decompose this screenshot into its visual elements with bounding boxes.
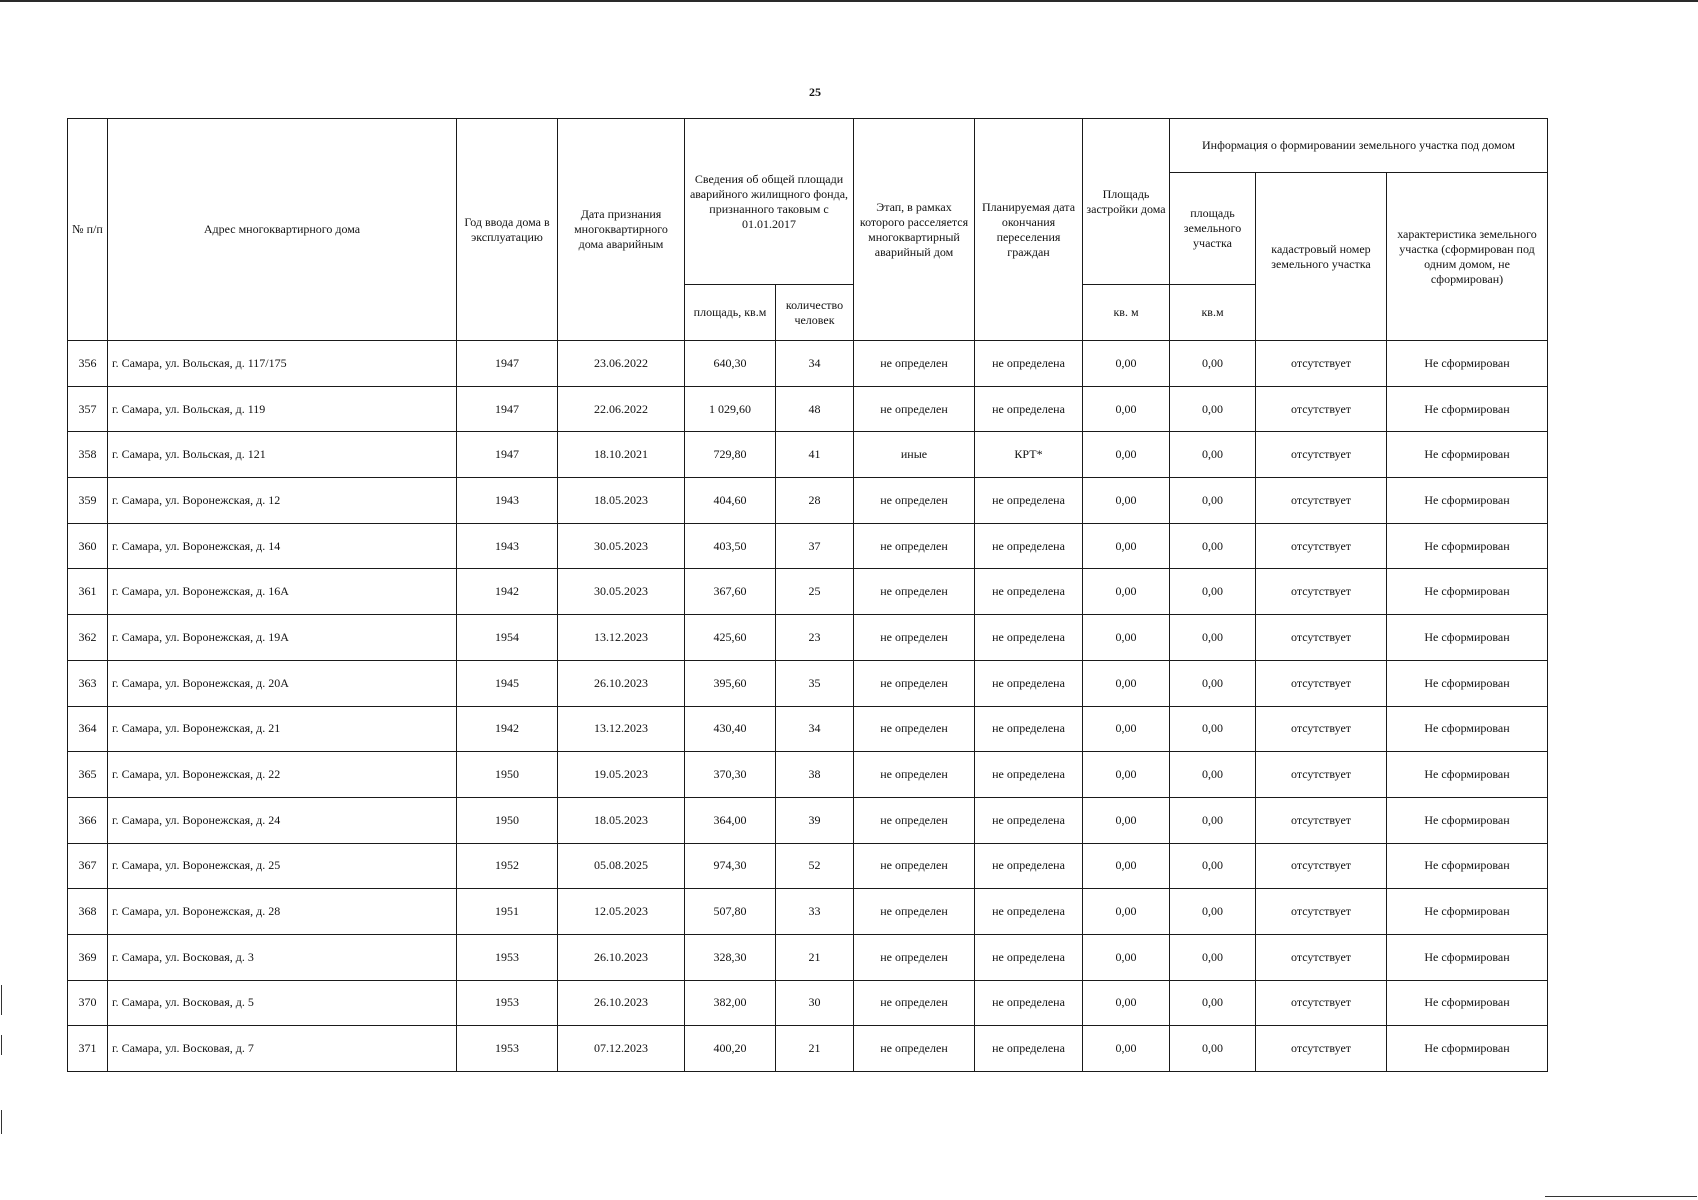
- row-building-area: 0,00: [1083, 980, 1170, 1026]
- row-planned-date: не определена: [975, 341, 1083, 387]
- row-stage: не определен: [854, 1026, 975, 1072]
- row-number: 364: [68, 706, 108, 752]
- row-building-area: 0,00: [1083, 797, 1170, 843]
- row-land-area: 0,00: [1170, 615, 1256, 661]
- table-row: [68, 980, 1548, 1026]
- row-land-area: 0,00: [1170, 889, 1256, 935]
- row-cadastral: отсутствует: [1256, 615, 1387, 661]
- row-emergency-date: 19.05.2023: [558, 752, 685, 798]
- row-address: г. Самара, ул. Вольская, д. 121: [108, 432, 457, 478]
- row-stage: не определен: [854, 980, 975, 1026]
- row-area: 367,60: [685, 569, 776, 615]
- row-cadastral: отсутствует: [1256, 843, 1387, 889]
- header-area-info-group: Сведения об общей площади аварийного жилищного фонда, признанного таковым с 01.01.2017: [685, 119, 854, 285]
- row-cadastral: отсутствует: [1256, 569, 1387, 615]
- header-address: Адрес многоквартирного дома: [108, 119, 457, 341]
- row-area: 425,60: [685, 615, 776, 661]
- row-land-area: 0,00: [1170, 341, 1256, 387]
- row-address: г. Самара, ул. Воронежская, д. 16А: [108, 569, 457, 615]
- row-number: 360: [68, 523, 108, 569]
- row-stage: не определен: [854, 478, 975, 524]
- row-stage: не определен: [854, 660, 975, 706]
- row-characteristic: Не сформирован: [1387, 386, 1548, 432]
- row-planned-date: не определена: [975, 706, 1083, 752]
- row-area: 403,50: [685, 523, 776, 569]
- row-year: 1953: [457, 1026, 558, 1072]
- row-area: 974,30: [685, 843, 776, 889]
- row-land-area: 0,00: [1170, 478, 1256, 524]
- row-number: 361: [68, 569, 108, 615]
- row-address: г. Самара, ул. Воронежская, д. 28: [108, 889, 457, 935]
- row-area: 404,60: [685, 478, 776, 524]
- row-number: 356: [68, 341, 108, 387]
- header-area-sqm: площадь, кв.м: [685, 285, 776, 341]
- row-planned-date: не определена: [975, 934, 1083, 980]
- row-area: 430,40: [685, 706, 776, 752]
- page-number: 25: [809, 85, 821, 99]
- row-planned-date: не определена: [975, 569, 1083, 615]
- row-year: 1954: [457, 615, 558, 661]
- emergency-housing-table: [67, 118, 1548, 1072]
- row-land-area: 0,00: [1170, 386, 1256, 432]
- table-row: [68, 889, 1548, 935]
- row-people-count: 38: [776, 752, 854, 798]
- row-people-count: 34: [776, 706, 854, 752]
- row-cadastral: отсутствует: [1256, 1026, 1387, 1072]
- row-building-area: 0,00: [1083, 706, 1170, 752]
- row-people-count: 41: [776, 432, 854, 478]
- table-row: [68, 843, 1548, 889]
- row-emergency-date: 12.05.2023: [558, 889, 685, 935]
- row-land-area: 0,00: [1170, 843, 1256, 889]
- row-planned-date: не определена: [975, 478, 1083, 524]
- table-row: [68, 432, 1548, 478]
- row-building-area: 0,00: [1083, 752, 1170, 798]
- row-emergency-date: 13.12.2023: [558, 615, 685, 661]
- row-cadastral: отсутствует: [1256, 386, 1387, 432]
- row-land-area: 0,00: [1170, 432, 1256, 478]
- row-characteristic: Не сформирован: [1387, 843, 1548, 889]
- row-characteristic: Не сформирован: [1387, 432, 1548, 478]
- row-people-count: 34: [776, 341, 854, 387]
- row-area: 364,00: [685, 797, 776, 843]
- row-number: 358: [68, 432, 108, 478]
- row-year: 1952: [457, 843, 558, 889]
- row-planned-date: не определена: [975, 980, 1083, 1026]
- row-year: 1943: [457, 478, 558, 524]
- row-emergency-date: 30.05.2023: [558, 569, 685, 615]
- scan-margin-mark: [1545, 1196, 1697, 1197]
- row-cadastral: отсутствует: [1256, 706, 1387, 752]
- row-cadastral: отсутствует: [1256, 523, 1387, 569]
- row-address: г. Самара, ул. Воронежская, д. 20А: [108, 660, 457, 706]
- row-land-area: 0,00: [1170, 752, 1256, 798]
- row-emergency-date: 05.08.2025: [558, 843, 685, 889]
- row-cadastral: отсутствует: [1256, 889, 1387, 935]
- table-row: [68, 615, 1548, 661]
- row-number: 362: [68, 615, 108, 661]
- row-building-area: 0,00: [1083, 523, 1170, 569]
- row-emergency-date: 26.10.2023: [558, 934, 685, 980]
- row-land-area: 0,00: [1170, 980, 1256, 1026]
- row-year: 1945: [457, 660, 558, 706]
- row-address: г. Самара, ул. Вольская, д. 117/175: [108, 341, 457, 387]
- row-stage: не определен: [854, 615, 975, 661]
- row-year: 1947: [457, 432, 558, 478]
- row-number: 371: [68, 1026, 108, 1072]
- row-address: г. Самара, ул. Воронежская, д. 25: [108, 843, 457, 889]
- row-characteristic: Не сформирован: [1387, 934, 1548, 980]
- row-building-area: 0,00: [1083, 432, 1170, 478]
- header-date-emergency: Дата признания многоквартирного дома аварийным: [558, 119, 685, 341]
- row-stage: не определен: [854, 797, 975, 843]
- row-emergency-date: 13.12.2023: [558, 706, 685, 752]
- row-people-count: 23: [776, 615, 854, 661]
- row-address: г. Самара, ул. Воронежская, д. 12: [108, 478, 457, 524]
- row-planned-date: не определена: [975, 889, 1083, 935]
- row-stage: не определен: [854, 843, 975, 889]
- row-land-area: 0,00: [1170, 797, 1256, 843]
- row-address: г. Самара, ул. Воронежская, д. 14: [108, 523, 457, 569]
- row-address: г. Самара, ул. Воронежская, д. 24: [108, 797, 457, 843]
- table-row: [68, 934, 1548, 980]
- row-year: 1947: [457, 341, 558, 387]
- row-characteristic: Не сформирован: [1387, 980, 1548, 1026]
- row-emergency-date: 23.06.2022: [558, 341, 685, 387]
- header-land-area-unit: кв.м: [1170, 285, 1256, 341]
- table-row: [68, 341, 1548, 387]
- row-characteristic: Не сформирован: [1387, 569, 1548, 615]
- row-address: г. Самара, ул. Воронежская, д. 19А: [108, 615, 457, 661]
- scan-margin-mark: [1, 1110, 2, 1134]
- row-number: 367: [68, 843, 108, 889]
- table-row: [68, 386, 1548, 432]
- row-people-count: 37: [776, 523, 854, 569]
- row-land-area: 0,00: [1170, 934, 1256, 980]
- row-characteristic: Не сформирован: [1387, 478, 1548, 524]
- row-emergency-date: 18.05.2023: [558, 797, 685, 843]
- row-cadastral: отсутствует: [1256, 797, 1387, 843]
- row-year: 1953: [457, 980, 558, 1026]
- row-people-count: 33: [776, 889, 854, 935]
- row-address: г. Самара, ул. Восковая, д. 7: [108, 1026, 457, 1072]
- row-characteristic: Не сформирован: [1387, 752, 1548, 798]
- row-building-area: 0,00: [1083, 934, 1170, 980]
- row-number: 366: [68, 797, 108, 843]
- row-address: г. Самара, ул. Восковая, д. 3: [108, 934, 457, 980]
- header-cadastral: кадастровый номер земельного участка: [1256, 173, 1387, 341]
- row-people-count: 35: [776, 660, 854, 706]
- table-row: [68, 523, 1548, 569]
- row-stage: не определен: [854, 569, 975, 615]
- row-stage: не определен: [854, 752, 975, 798]
- row-stage: не определен: [854, 706, 975, 752]
- row-planned-date: не определена: [975, 660, 1083, 706]
- table-row: [68, 797, 1548, 843]
- row-land-area: 0,00: [1170, 1026, 1256, 1072]
- row-area: 640,30: [685, 341, 776, 387]
- table-row: [68, 1026, 1548, 1072]
- row-number: 370: [68, 980, 108, 1026]
- row-characteristic: Не сформирован: [1387, 615, 1548, 661]
- header-num: № п/п: [68, 119, 108, 341]
- row-building-area: 0,00: [1083, 615, 1170, 661]
- row-year: 1943: [457, 523, 558, 569]
- header-land-area: площадь земельного участка: [1170, 173, 1256, 285]
- row-emergency-date: 18.10.2021: [558, 432, 685, 478]
- row-cadastral: отсутствует: [1256, 478, 1387, 524]
- row-planned-date: не определена: [975, 797, 1083, 843]
- row-building-area: 0,00: [1083, 386, 1170, 432]
- row-area: 370,30: [685, 752, 776, 798]
- row-people-count: 21: [776, 1026, 854, 1072]
- row-building-area: 0,00: [1083, 1026, 1170, 1072]
- row-number: 369: [68, 934, 108, 980]
- row-area: 507,80: [685, 889, 776, 935]
- table-body: [68, 341, 1548, 1072]
- header-building-area-unit: кв. м: [1083, 285, 1170, 341]
- row-area: 395,60: [685, 660, 776, 706]
- table-row: [68, 660, 1548, 706]
- row-land-area: 0,00: [1170, 660, 1256, 706]
- row-year: 1953: [457, 934, 558, 980]
- table-row: [68, 569, 1548, 615]
- row-address: г. Самара, ул. Воронежская, д. 22: [108, 752, 457, 798]
- row-cadastral: отсутствует: [1256, 980, 1387, 1026]
- row-people-count: 21: [776, 934, 854, 980]
- row-area: 729,80: [685, 432, 776, 478]
- row-cadastral: отсутствует: [1256, 341, 1387, 387]
- row-emergency-date: 22.06.2022: [558, 386, 685, 432]
- header-building-area: Площадь застройки дома: [1083, 119, 1170, 285]
- row-stage: не определен: [854, 386, 975, 432]
- row-people-count: 48: [776, 386, 854, 432]
- row-emergency-date: 30.05.2023: [558, 523, 685, 569]
- header-characteristic: характеристика земельного участка (сформирован под одним домом, не сформирован): [1387, 173, 1548, 341]
- row-stage: не определен: [854, 341, 975, 387]
- header-people-count: количество человек: [776, 285, 854, 341]
- table-row: [68, 478, 1548, 524]
- row-area: 328,30: [685, 934, 776, 980]
- scan-margin-mark: [1, 985, 2, 1015]
- row-address: г. Самара, ул. Вольская, д. 119: [108, 386, 457, 432]
- row-characteristic: Не сформирован: [1387, 1026, 1548, 1072]
- row-year: 1942: [457, 706, 558, 752]
- row-people-count: 52: [776, 843, 854, 889]
- row-cadastral: отсутствует: [1256, 432, 1387, 478]
- row-people-count: 30: [776, 980, 854, 1026]
- row-building-area: 0,00: [1083, 478, 1170, 524]
- row-stage: не определен: [854, 889, 975, 935]
- scan-margin-mark: [1, 1035, 2, 1055]
- row-characteristic: Не сформирован: [1387, 341, 1548, 387]
- row-building-area: 0,00: [1083, 569, 1170, 615]
- header-land-group: Информация о формировании земельного участка под домом: [1170, 119, 1548, 173]
- row-emergency-date: 07.12.2023: [558, 1026, 685, 1072]
- row-emergency-date: 26.10.2023: [558, 660, 685, 706]
- row-planned-date: КРТ*: [975, 432, 1083, 478]
- row-number: 365: [68, 752, 108, 798]
- row-year: 1950: [457, 797, 558, 843]
- row-characteristic: Не сформирован: [1387, 660, 1548, 706]
- row-building-area: 0,00: [1083, 889, 1170, 935]
- row-people-count: 28: [776, 478, 854, 524]
- row-planned-date: не определена: [975, 523, 1083, 569]
- row-stage: иные: [854, 432, 975, 478]
- row-emergency-date: 18.05.2023: [558, 478, 685, 524]
- row-building-area: 0,00: [1083, 843, 1170, 889]
- row-emergency-date: 26.10.2023: [558, 980, 685, 1026]
- row-cadastral: отсутствует: [1256, 660, 1387, 706]
- row-characteristic: Не сформирован: [1387, 797, 1548, 843]
- row-year: 1950: [457, 752, 558, 798]
- row-characteristic: Не сформирован: [1387, 706, 1548, 752]
- row-land-area: 0,00: [1170, 523, 1256, 569]
- row-number: 357: [68, 386, 108, 432]
- row-stage: не определен: [854, 934, 975, 980]
- row-stage: не определен: [854, 523, 975, 569]
- row-characteristic: Не сформирован: [1387, 889, 1548, 935]
- row-area: 400,20: [685, 1026, 776, 1072]
- header-year: Год ввода дома в эксплуатацию: [457, 119, 558, 341]
- row-building-area: 0,00: [1083, 341, 1170, 387]
- row-building-area: 0,00: [1083, 660, 1170, 706]
- row-number: 359: [68, 478, 108, 524]
- table-row: [68, 752, 1548, 798]
- row-planned-date: не определена: [975, 615, 1083, 661]
- row-planned-date: не определена: [975, 1026, 1083, 1072]
- row-planned-date: не определена: [975, 752, 1083, 798]
- row-address: г. Самара, ул. Воронежская, д. 21: [108, 706, 457, 752]
- row-land-area: 0,00: [1170, 569, 1256, 615]
- row-address: г. Самара, ул. Восковая, д. 5: [108, 980, 457, 1026]
- scan-top-border: [0, 0, 1698, 2]
- row-year: 1947: [457, 386, 558, 432]
- row-people-count: 39: [776, 797, 854, 843]
- header-planned-date: Планируемая дата окончания переселения граждан: [975, 119, 1083, 341]
- row-cadastral: отсутствует: [1256, 934, 1387, 980]
- row-area: 382,00: [685, 980, 776, 1026]
- row-number: 363: [68, 660, 108, 706]
- row-planned-date: не определена: [975, 386, 1083, 432]
- row-cadastral: отсутствует: [1256, 752, 1387, 798]
- row-year: 1942: [457, 569, 558, 615]
- row-year: 1951: [457, 889, 558, 935]
- row-land-area: 0,00: [1170, 706, 1256, 752]
- header-stage: Этап, в рамках которого расселяется многоквартирный аварийный дом: [854, 119, 975, 341]
- row-people-count: 25: [776, 569, 854, 615]
- row-characteristic: Не сформирован: [1387, 523, 1548, 569]
- row-planned-date: не определена: [975, 843, 1083, 889]
- table-row: [68, 706, 1548, 752]
- row-number: 368: [68, 889, 108, 935]
- row-area: 1 029,60: [685, 386, 776, 432]
